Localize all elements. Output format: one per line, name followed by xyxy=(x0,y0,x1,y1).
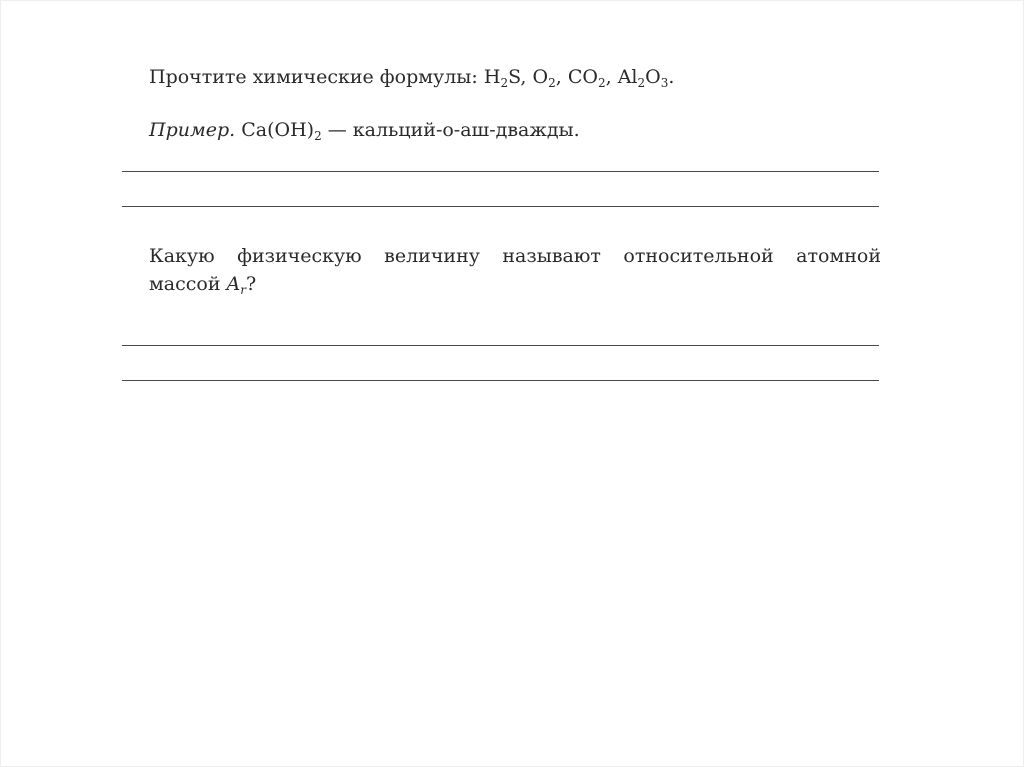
symbol-subscript: r xyxy=(240,283,247,297)
example-line xyxy=(149,116,580,144)
example-formula xyxy=(241,119,321,141)
question-2-line-1: Какую физическую величину называют относительной атомной xyxy=(149,245,881,267)
question-2-line-2-prefix: массой xyxy=(149,273,227,295)
formula-separator: , xyxy=(555,66,568,88)
answer-line xyxy=(122,171,879,172)
formula-subscript: 2 xyxy=(500,76,509,90)
answer-line xyxy=(122,380,879,381)
chemical-formula xyxy=(618,66,669,88)
formula-symbol: Al xyxy=(617,66,638,88)
formula-subscript: 3 xyxy=(660,76,669,90)
formula-separator: , xyxy=(520,66,533,88)
formula-symbol: O xyxy=(532,66,549,88)
relative-atomic-mass-symbol xyxy=(227,273,246,295)
formula-symbol: H xyxy=(483,66,501,88)
formula-subscript: 2 xyxy=(637,76,646,90)
question-2-line-2 xyxy=(149,270,881,298)
answer-line xyxy=(122,206,879,207)
chemical-formulas xyxy=(484,66,675,88)
formula-symbol: O xyxy=(645,66,661,88)
formula-separator: , xyxy=(605,66,618,88)
example-reading: — кальций-о-аш-дважды. xyxy=(321,119,580,141)
question-2-suffix: ? xyxy=(246,273,257,295)
formula-subscript: 2 xyxy=(548,76,556,90)
formula-subscript: 2 xyxy=(597,76,606,90)
formula-symbol: CO xyxy=(567,66,598,88)
question-2 xyxy=(149,242,881,298)
example-formula-subscript: 2 xyxy=(314,129,322,143)
chemical-formula xyxy=(484,66,521,88)
chemical-formula xyxy=(568,66,606,88)
example-label: Пример. xyxy=(149,119,236,141)
formula-symbol: S xyxy=(508,66,521,88)
chemical-formula xyxy=(533,66,556,88)
symbol-main: A xyxy=(226,273,241,295)
example-formula-main: Ca(OH) xyxy=(241,119,315,141)
question-1 xyxy=(149,63,674,91)
question-1-prefix: Прочтите химические формулы: xyxy=(149,66,484,88)
formula-separator: . xyxy=(668,66,675,88)
answer-line xyxy=(122,345,879,346)
